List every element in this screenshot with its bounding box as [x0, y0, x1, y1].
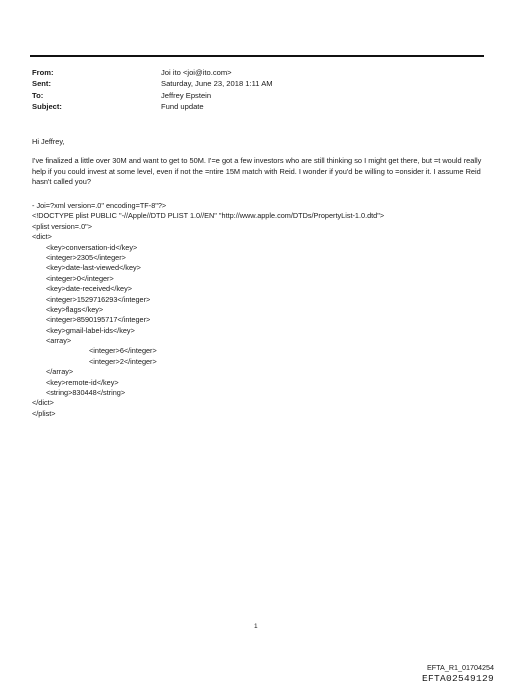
xml-line: </array>: [46, 367, 74, 377]
xml-line: <integer>6</integer>: [89, 346, 157, 356]
message-paragraph: I've finalized a little over 30M and want to get to 50M. I'=e got a few investors who are still thinking so I might get there, but =t would really help if you could invest at some level, even if not the =ntire 15M match with Reid. I wonder if you'd be willing to =onsider it. I assume Reid hasn't called you?: [32, 156, 482, 187]
sent-value: Saturday, June 23, 2018 1:11 AM: [161, 79, 273, 88]
xml-line: <!DOCTYPE plist PUBLIC "-//Apple//DTD PLIST 1.0//EN" "http://www.apple.com/DTDs/PropertyList-1.0.dtd">: [32, 211, 385, 221]
xml-line: <key>date-received</key>: [46, 284, 132, 294]
subject-value: Fund update: [161, 102, 204, 111]
subject-label: Subject:: [32, 102, 62, 111]
xml-line: - Joi=?xml version=.0" encoding=TF-8"?>: [32, 201, 167, 210]
xml-line: <key>date-last-viewed</key>: [46, 263, 141, 273]
xml-line: <integer>2</integer>: [89, 356, 157, 366]
xml-line: <dict>: [32, 232, 52, 242]
header-rule: [30, 55, 484, 57]
xml-line: <key>gmail-label-ids</key>: [46, 325, 135, 335]
bates-number-top: EFTA_R1_01704254: [427, 663, 494, 672]
sent-label: Sent:: [32, 79, 51, 88]
xml-plist-block: [32, 201, 492, 419]
xml-line: <key>remote-id</key>: [46, 377, 119, 387]
xml-line: <integer>2305</integer>: [46, 252, 126, 262]
xml-line: <plist version=.0">: [32, 221, 92, 231]
xml-line: <string>830448</string>: [46, 388, 126, 398]
xml-line: <key>conversation-id</key>: [46, 242, 138, 252]
from-value: Joi ito <joi@ito.com>: [161, 68, 232, 77]
xml-line: </plist>: [32, 408, 56, 418]
xml-line: <integer>8590195717</integer>: [46, 315, 151, 325]
xml-line: </dict>: [32, 398, 54, 408]
xml-line: <integer>1529716293</integer>: [46, 294, 151, 304]
xml-line: <key>flags</key>: [46, 304, 104, 314]
xml-line: <array>: [46, 336, 72, 346]
to-label: To:: [32, 91, 44, 100]
to-value: Jeffrey Epstein: [161, 91, 212, 100]
greeting: Hi Jeffrey,: [32, 137, 65, 146]
page-number: 1: [254, 623, 258, 630]
bates-number-bottom: EFTA02549129: [421, 673, 494, 684]
xml-line: <integer>0</integer>: [46, 273, 114, 283]
from-label: From:: [32, 68, 54, 77]
